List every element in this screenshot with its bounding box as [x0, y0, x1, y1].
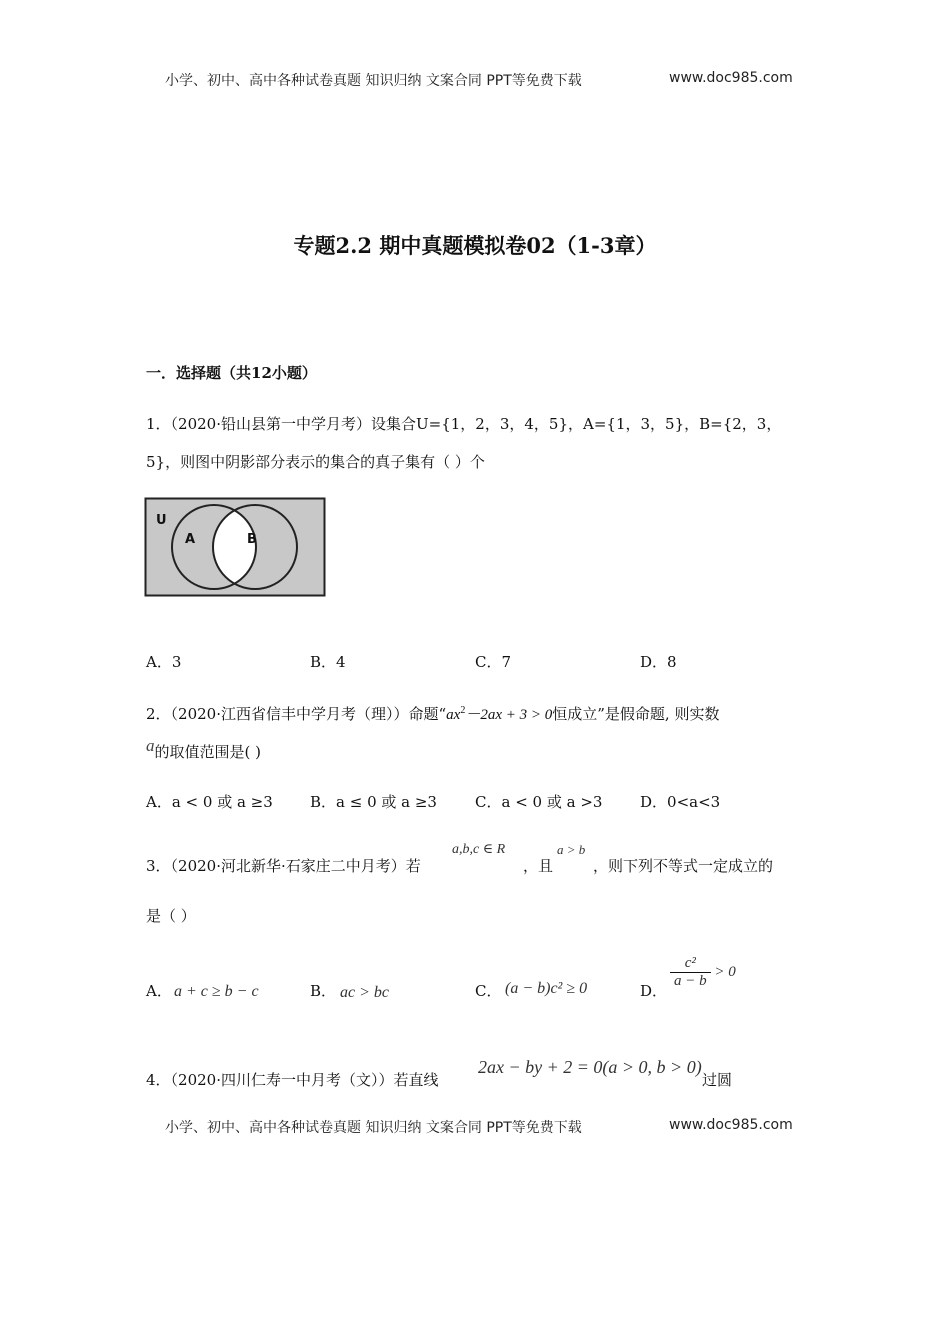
q3-option-d-denominator: a − b [674, 973, 707, 989]
q1-option-b: B．4 [310, 653, 346, 671]
footer-text: 小学、初中、高中各种试卷真题 知识归纳 文案合同 PPT等免费下载 [165, 1120, 582, 1136]
section-heading: 一．选择题（共12小题） [146, 364, 317, 382]
q2-line2 [146, 736, 261, 762]
q1-line1: 1．（2020·铅山县第一中学月考）设集合U={1，2，3，4，5}，A={1，3，5}，B={2，3， [146, 415, 782, 433]
q2-suffix: 恒成立”是假命题, 则实数 [552, 705, 720, 723]
q3-cond2: a > b [557, 842, 586, 857]
q3-option-b: ac > bc [340, 984, 389, 1001]
q2-var-a: a [146, 736, 155, 755]
q3-line2: 是（ ） [146, 907, 196, 925]
q1-option-a: A．3 [146, 653, 182, 671]
q2-option-d: D．0<a<3 [640, 793, 721, 811]
q1-line2: 5}，则图中阴影部分表示的集合的真子集有（ ）个 [146, 453, 485, 471]
q2-line2-text: 的取值范围是( ) [154, 743, 261, 761]
q4-formula: 2ax − by + 2 = 0(a > 0, b > 0) [478, 1057, 702, 1077]
q2-option-b: B．a ≤ 0 或 a ≥3 [310, 793, 437, 811]
venn-label-b: B [247, 532, 257, 547]
q2-line1 [146, 703, 719, 724]
q2-prefix: 2．（2020·江西省信丰中学月考（理））命题“ [146, 705, 447, 723]
q2-option-c: C．a < 0 或 a >3 [475, 793, 603, 811]
q3-option-d-numerator: c² [670, 955, 711, 973]
q3-cond1: a,b,c ∈ R [452, 842, 506, 857]
q2-formula-a: ax [446, 707, 461, 723]
venn-diagram [144, 497, 328, 599]
q3-prefix: 3．（2020·河北新华·石家庄二中月考）若 [146, 857, 421, 875]
q2-option-a: A．a < 0 或 a ≥3 [146, 793, 273, 811]
venn-label-u: U [156, 513, 167, 528]
q1-option-c: C．7 [475, 653, 512, 671]
q3-mid: ，且 [523, 857, 554, 875]
q3-suffix: ，则下列不等式一定成立的 [593, 857, 774, 875]
header-text: 小学、初中、高中各种试卷真题 知识归纳 文案合同 PPT等免费下载 [165, 73, 582, 89]
q4-suffix: 过圆 [702, 1071, 733, 1089]
q1-option-d: D．8 [640, 653, 677, 671]
q3-option-d [670, 955, 736, 990]
q3-option-c-label: C． [475, 982, 502, 1000]
q2-formula-exp: 2 [460, 705, 466, 716]
q4-prefix: 4．（2020·四川仁寿一中月考（文））若直线 [146, 1071, 439, 1089]
q3-option-c: (a − b)c² ≥ 0 [505, 980, 588, 997]
page-title: 专题2.2 期中真题模拟卷02（1-3章） [293, 233, 657, 258]
q3-option-d-fraction [670, 955, 711, 990]
q3-option-d-label: D． [640, 982, 668, 1000]
footer-url: www.doc985.com [669, 1117, 793, 1133]
venn-label-a: A [185, 532, 196, 547]
q3-option-a-label: A． [146, 982, 172, 1000]
q3-option-a: a + c ≥ b − c [174, 983, 259, 1000]
q3-option-b-label: B． [310, 982, 337, 1000]
q2-formula-rest: －2ax + 3 > 0 [465, 707, 553, 723]
header-url: www.doc985.com [669, 70, 793, 86]
q3-option-d-relation: > 0 [714, 963, 736, 980]
